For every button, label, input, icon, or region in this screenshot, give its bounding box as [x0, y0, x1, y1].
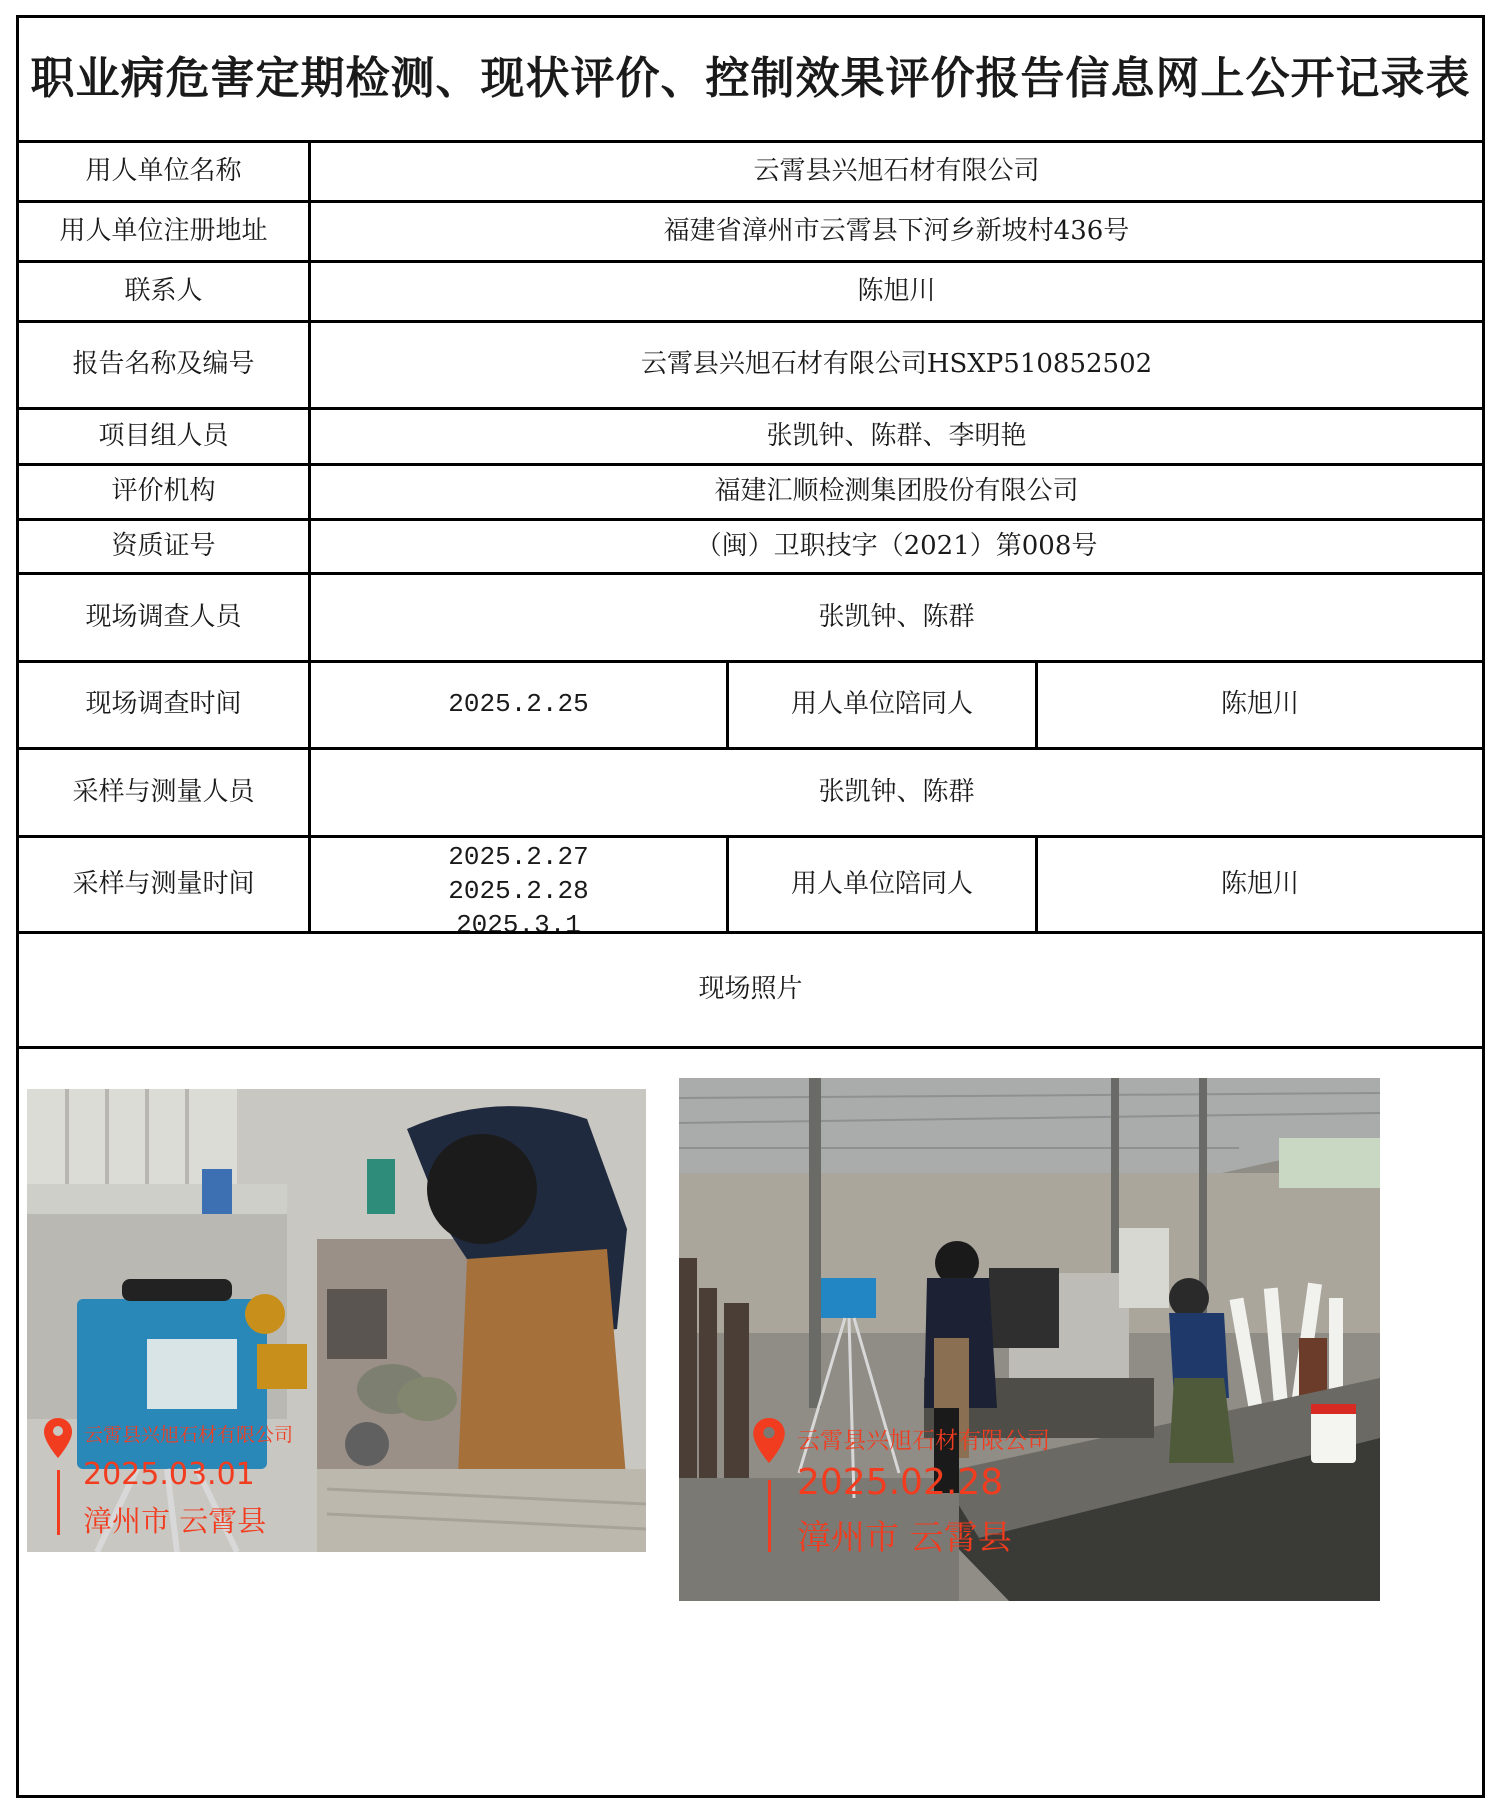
- photo-overlay-company: 云霄县兴旭石材有限公司: [797, 1428, 1050, 1454]
- value-registered-address: 福建省漳州市云霄县下河乡新坡村436号: [663, 215, 1130, 246]
- photo-overlay-location: 漳州市 云霄县: [797, 1518, 1012, 1558]
- sampling-date: 2025.2.27: [448, 842, 589, 872]
- site-photos-heading: 现场照片: [698, 974, 803, 1005]
- site-photo-2: [679, 1078, 1380, 1601]
- value-evaluation-agency: 福建汇顺检测集团股份有限公司: [714, 476, 1079, 507]
- label-evaluation-agency: 评价机构: [111, 476, 216, 507]
- value-sampling-staff: 张凯钟、陈群: [818, 776, 975, 807]
- sampling-date: 2025.2.28: [448, 876, 589, 906]
- row-divider: [19, 1046, 1482, 1049]
- page-title: 职业病危害定期检测、现状评价、控制效果评价报告信息网上公开记录表: [30, 53, 1471, 105]
- value-report-name: 云霄县兴旭石材有限公司HSXP510852502: [640, 349, 1153, 380]
- location-pin-icon: [753, 1418, 785, 1463]
- value-sampling-dates: [311, 838, 726, 931]
- label-report-name: 报告名称及编号: [72, 349, 255, 380]
- site-photo-1: [27, 1089, 646, 1552]
- value-survey-companion: 陈旭川: [1220, 689, 1299, 720]
- overlay-red-bar: [768, 1480, 771, 1552]
- label-contact: 联系人: [124, 275, 203, 306]
- overlay-red-bar: [57, 1470, 60, 1535]
- label-sampling-staff: 采样与测量人员: [72, 776, 255, 807]
- sampling-date: 2025.3.1: [456, 910, 581, 931]
- label-survey-companion: 用人单位陪同人: [790, 689, 973, 720]
- value-site-survey-staff: 张凯钟、陈群: [818, 601, 975, 632]
- value-sampling-companion: 陈旭川: [1220, 868, 1299, 899]
- value-qualification-cert: （闽）卫职技字（2021）第008号: [695, 530, 1098, 561]
- photo-overlay-date: 2025.02.28: [797, 1462, 1004, 1503]
- photo-scene-cutting-machine: [679, 1078, 1380, 1601]
- location-pin-icon: [44, 1418, 72, 1458]
- label-sampling-time: 采样与测量时间: [72, 868, 255, 899]
- label-employer-name: 用人单位名称: [85, 155, 242, 186]
- label-sampling-companion: 用人单位陪同人: [790, 868, 973, 899]
- photo-overlay-company: 云霄县兴旭石材有限公司: [84, 1424, 294, 1446]
- value-project-team: 张凯钟、陈群、李明艳: [766, 420, 1027, 451]
- label-qualification-cert: 资质证号: [111, 530, 216, 561]
- photo-overlay-location: 漳州市 云霄县: [83, 1504, 267, 1538]
- label-project-team: 项目组人员: [98, 420, 229, 451]
- label-site-survey-time: 现场调查时间: [85, 689, 242, 720]
- label-site-survey-staff: 现场调查人员: [85, 601, 242, 632]
- photo-overlay-date: 2025.03.01: [83, 1457, 255, 1492]
- value-site-survey-time: 2025.2.25: [448, 689, 589, 720]
- value-employer-name: 云霄县兴旭石材有限公司: [753, 155, 1040, 186]
- value-contact: 陈旭川: [857, 275, 936, 306]
- label-registered-address: 用人单位注册地址: [59, 215, 268, 246]
